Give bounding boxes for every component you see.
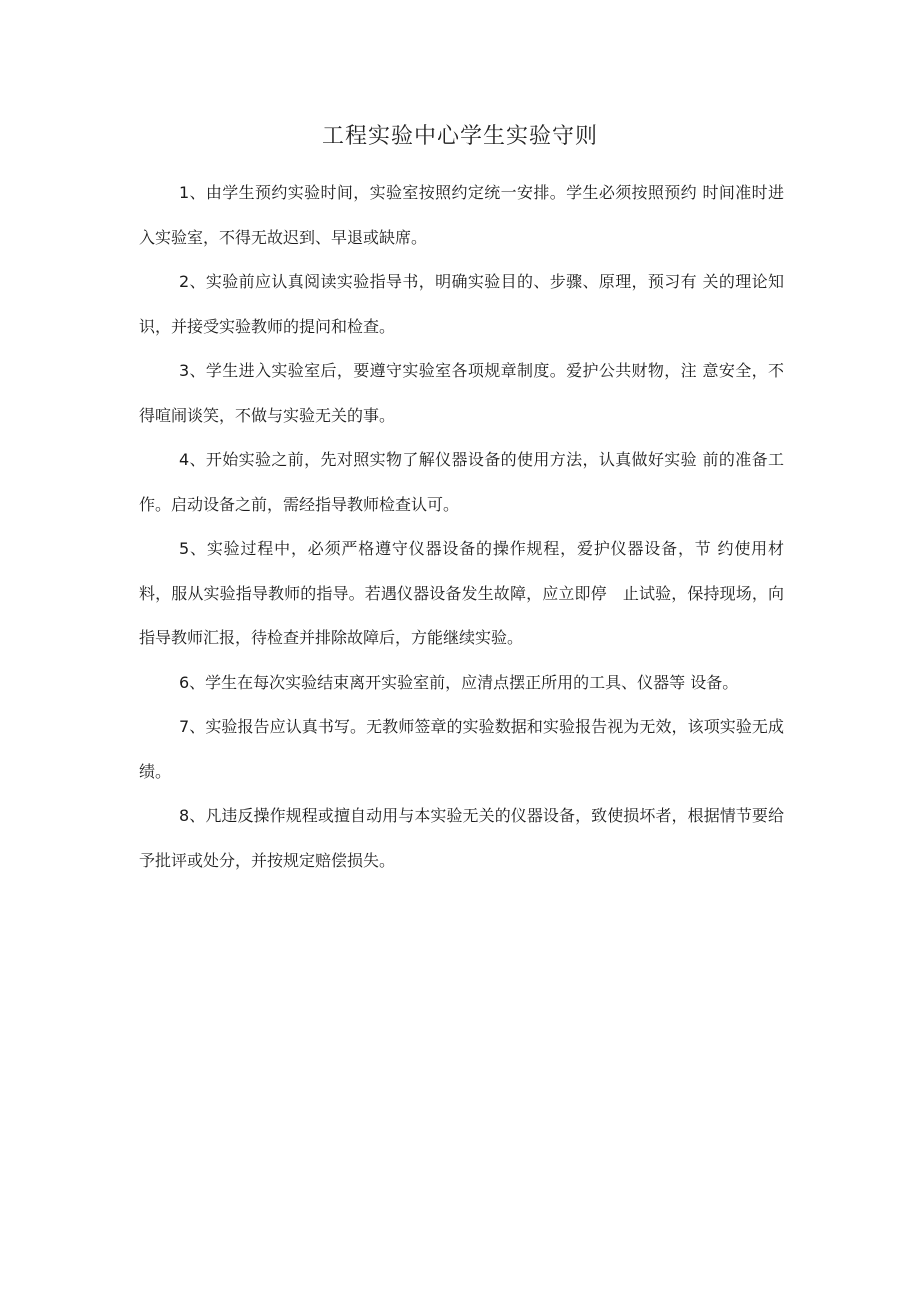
rule-item-5: 5、实验过程中，必须严格遵守仪器设备的操作规程，爱护仪器设备，节 约使用材料，服从实验指导教师的指导。若遇仪器设备发生故障，应立即停 止试验，保持现场，向指导教师汇报，待检查并排除故障后，方能继续实验。	[139, 539, 784, 647]
rule-item-4: 4、开始实验之前，先对照实物了解仪器设备的使用方法，认真做好实验 前的准备工作。启动设备之前，需经指导教师检查认可。	[139, 450, 784, 514]
rule-item-3: 3、学生进入实验室后，要遵守实验室各项规章制度。爱护公共财物，注 意安全，不得喧闹谈笑，不做与实验无关的事。	[139, 361, 784, 425]
document-title: 工程实验中心学生实验守则	[321, 124, 598, 149]
rule-item-7: 7、实验报告应认真书写。无教师签章的实验数据和实验报告视为无效，该项实验无成绩。	[139, 717, 784, 781]
rules-list	[139, 171, 784, 883]
rule-item-6: 6、学生在每次实验结束离开实验室前，应清点摆正所用的工具、仪器等 设备。	[179, 672, 739, 692]
rule-item-2: 2、实验前应认真阅读实验指导书，明确实验目的、步骤、原理，预习有 关的理论知识，并接受实验教师的提问和检查。	[139, 272, 784, 336]
rule-item-1: 1、由学生预约实验时间，实验室按照约定统一安排。学生必须按照预约 时间准时进入实验室，不得无故迟到、早退或缺席。	[139, 183, 784, 247]
rule-item-8: 8、凡违反操作规程或擅自动用与本实验无关的仪器设备，致使损坏者，根据情节要给予批评或处分，并按规定赔偿损失。	[139, 806, 784, 870]
